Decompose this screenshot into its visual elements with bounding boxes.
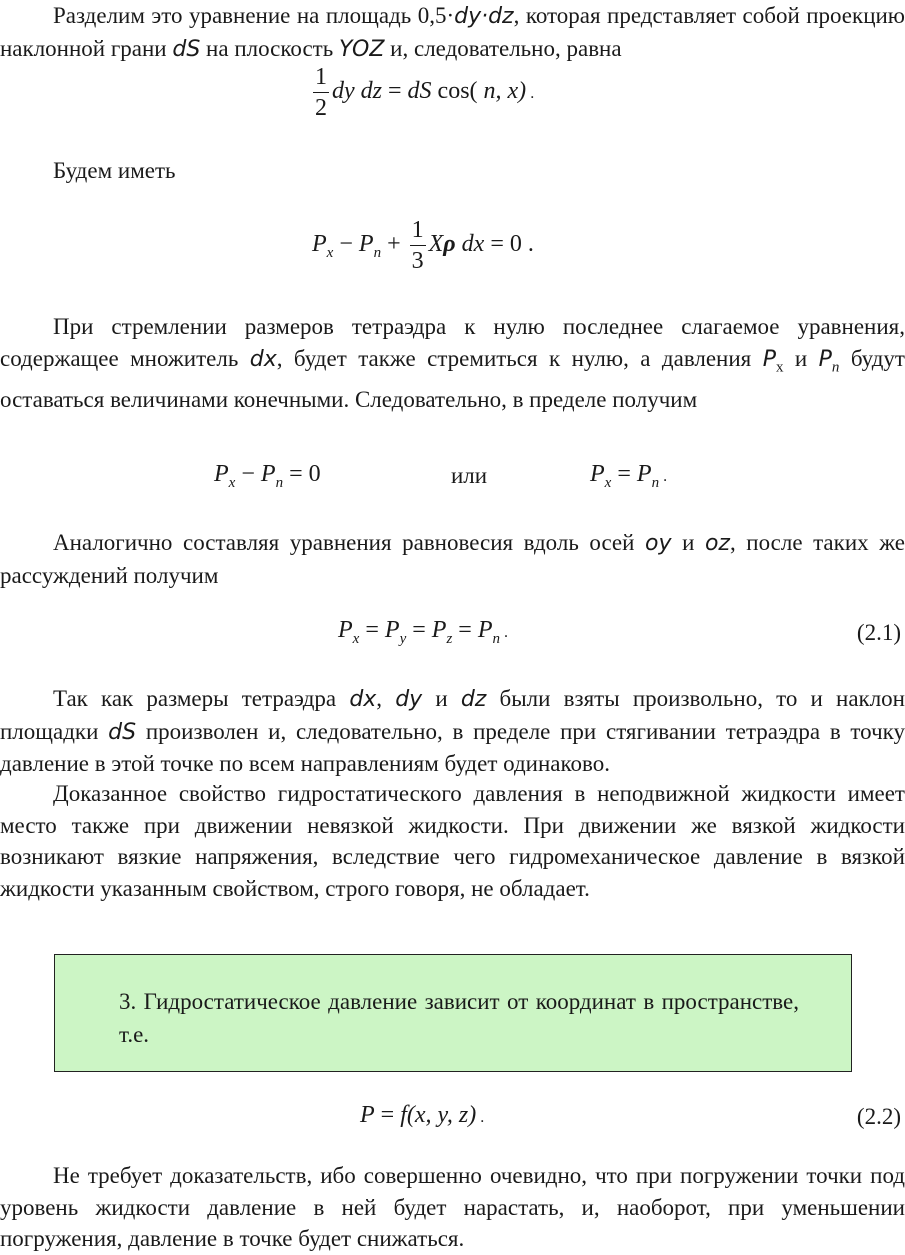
text-run: Аналогично составляя уравнения равновесия вдоль осей (53, 530, 646, 555)
subscript: x (352, 631, 360, 647)
subscript: n (651, 475, 660, 491)
eq-term: f (400, 1102, 407, 1128)
subscript: n (831, 359, 840, 376)
subscript: n (492, 631, 501, 647)
eq-sign: + (381, 231, 407, 258)
equation-3a (214, 461, 321, 492)
math-dydz: dy·dz (454, 4, 514, 29)
eq-term: dx (455, 231, 485, 258)
subscript: x (775, 359, 784, 376)
text-run: Будем иметь (53, 158, 176, 183)
text-run: и (783, 345, 819, 371)
math-oy: oy (645, 531, 672, 556)
subscript: n (373, 245, 382, 262)
paragraph-3 (0, 311, 905, 415)
eq-term: (x, y, z) (406, 1102, 477, 1128)
eq-dot: . (526, 85, 535, 103)
eq-sign: = (382, 78, 408, 105)
fraction-one-half (313, 62, 329, 123)
fraction-numerator: 1 (410, 215, 426, 246)
text-run: и, следовательно, равна (384, 35, 622, 61)
text-run: Доказанное свойство гидростатического давления в неподвижной жидкости имеет место также при движении невязкой жидкости. При движении же вязкой жидкости возникают вязкие напряжения, вследствие чего гидромеханическое давление в вязкой жидкости указанным свойством, строго говоря, не обладает. (0, 781, 905, 901)
subscript: x (604, 475, 612, 491)
eq-rho: ρ (443, 231, 456, 258)
text-run: , будет также стремиться к нулю, а давления (276, 345, 763, 371)
eq-term: P (338, 617, 353, 643)
text-run: Не требует доказательств, ибо совершенно очевидно, что при погружении точки под уровень жидкости давление в ней будет нарастать, и, наоборот, при уменьшении погружения, давление в точке будет снижаться. (0, 1163, 905, 1252)
eq-term: dy dz (332, 78, 382, 105)
paragraph-4 (0, 527, 905, 591)
eq-term: P (360, 1102, 375, 1128)
eq-term: P (636, 461, 652, 487)
subscript: n (275, 475, 284, 491)
eq-dot: . (659, 468, 668, 485)
eq-term: P (384, 617, 400, 643)
eq-term: P (431, 617, 447, 643)
eq-term: P (214, 461, 229, 487)
subscript: x (326, 245, 334, 262)
math-dS: dS (108, 719, 137, 745)
text-run: При стремлении размеров тетраэдра к нулю последнее слагаемое уравнения, содержащее множитель (0, 314, 905, 371)
eq-dot: . (500, 624, 509, 641)
fraction-denominator: 3 (411, 248, 424, 274)
math-P: P (818, 346, 832, 372)
subscript: x (228, 475, 236, 491)
eq-dot: . (476, 1109, 485, 1126)
text-run: на плоскость (200, 35, 339, 61)
eq-sign: = (374, 1102, 401, 1128)
fraction-denominator: 2 (315, 95, 327, 121)
equation-2-1 (338, 617, 508, 648)
fraction-numerator: 1 (313, 62, 329, 93)
text-run: и (422, 686, 461, 711)
equation-1 (310, 62, 534, 123)
eq-sign: = (611, 461, 637, 487)
paragraph-7 (0, 1160, 905, 1255)
math-dx: dx (349, 687, 377, 712)
text-run: были взяты произвольно, то и наклон площадки (0, 686, 905, 744)
text-run: , (376, 686, 396, 711)
paragraph-6 (0, 778, 905, 904)
text-run: Так как размеры тетраэдра (53, 686, 350, 711)
text-run: будут оставаться величинами конечными. Следовательно, в пределе получим (0, 345, 905, 412)
eq-term: P (260, 461, 276, 487)
eq-term: P (590, 461, 605, 487)
highlight-box (54, 954, 852, 1072)
subscript: y (399, 631, 407, 647)
paragraph-2 (0, 155, 905, 187)
eq-term: P (477, 617, 493, 643)
equation-number-2-2: (2.2) (856, 1104, 901, 1129)
paragraph-5 (0, 683, 905, 780)
text-run: , которая представляет собой проекцию наклонной грани (0, 3, 905, 61)
math-dy: dy (395, 687, 423, 712)
equation-2 (312, 215, 534, 276)
math-dx: dx (249, 346, 277, 372)
equation-or-word: или (451, 463, 488, 488)
eq-sign: = (359, 617, 385, 643)
eq-term: n, x) (477, 78, 527, 105)
eq-term: dS (407, 78, 432, 105)
eq-term: P (312, 231, 327, 258)
eq-term: X (428, 231, 444, 258)
math-YOZ: YOZ (338, 36, 385, 62)
text-run: Разделим это уравнение на площадь 0,5· (53, 3, 455, 28)
eq-rest: = 0 . (484, 231, 534, 258)
math-dS: dS (172, 36, 201, 62)
eq-sign: = (406, 617, 432, 643)
subscript: z (446, 631, 453, 647)
text-run: , после таких же рассуждений получим (0, 530, 905, 588)
eq-rest: = 0 (283, 461, 321, 487)
eq-sign: − (333, 231, 359, 258)
fraction-one-third (410, 215, 426, 276)
equation-2-2 (360, 1102, 484, 1129)
math-oz: oz (704, 531, 730, 556)
eq-term: P (358, 231, 374, 258)
eq-sign: = (452, 617, 478, 643)
paragraph-1 (0, 0, 905, 65)
text-run: произволен и, следовательно, в пределе при стягивании тетраэдра в точку давление в этой точке по всем направлениям будет одинаково. (0, 718, 905, 777)
equation-number-2-1: (2.1) (856, 620, 901, 645)
highlight-box-text: 3. Гидростатическое давление зависит от координат в пространстве, т.е. (119, 989, 799, 1047)
equation-3b (590, 461, 667, 492)
eq-cos: cos( (431, 78, 478, 105)
text-run: и (671, 530, 705, 555)
eq-sign: − (235, 461, 261, 487)
math-dz: dz (460, 687, 487, 712)
math-P: P (762, 346, 776, 372)
